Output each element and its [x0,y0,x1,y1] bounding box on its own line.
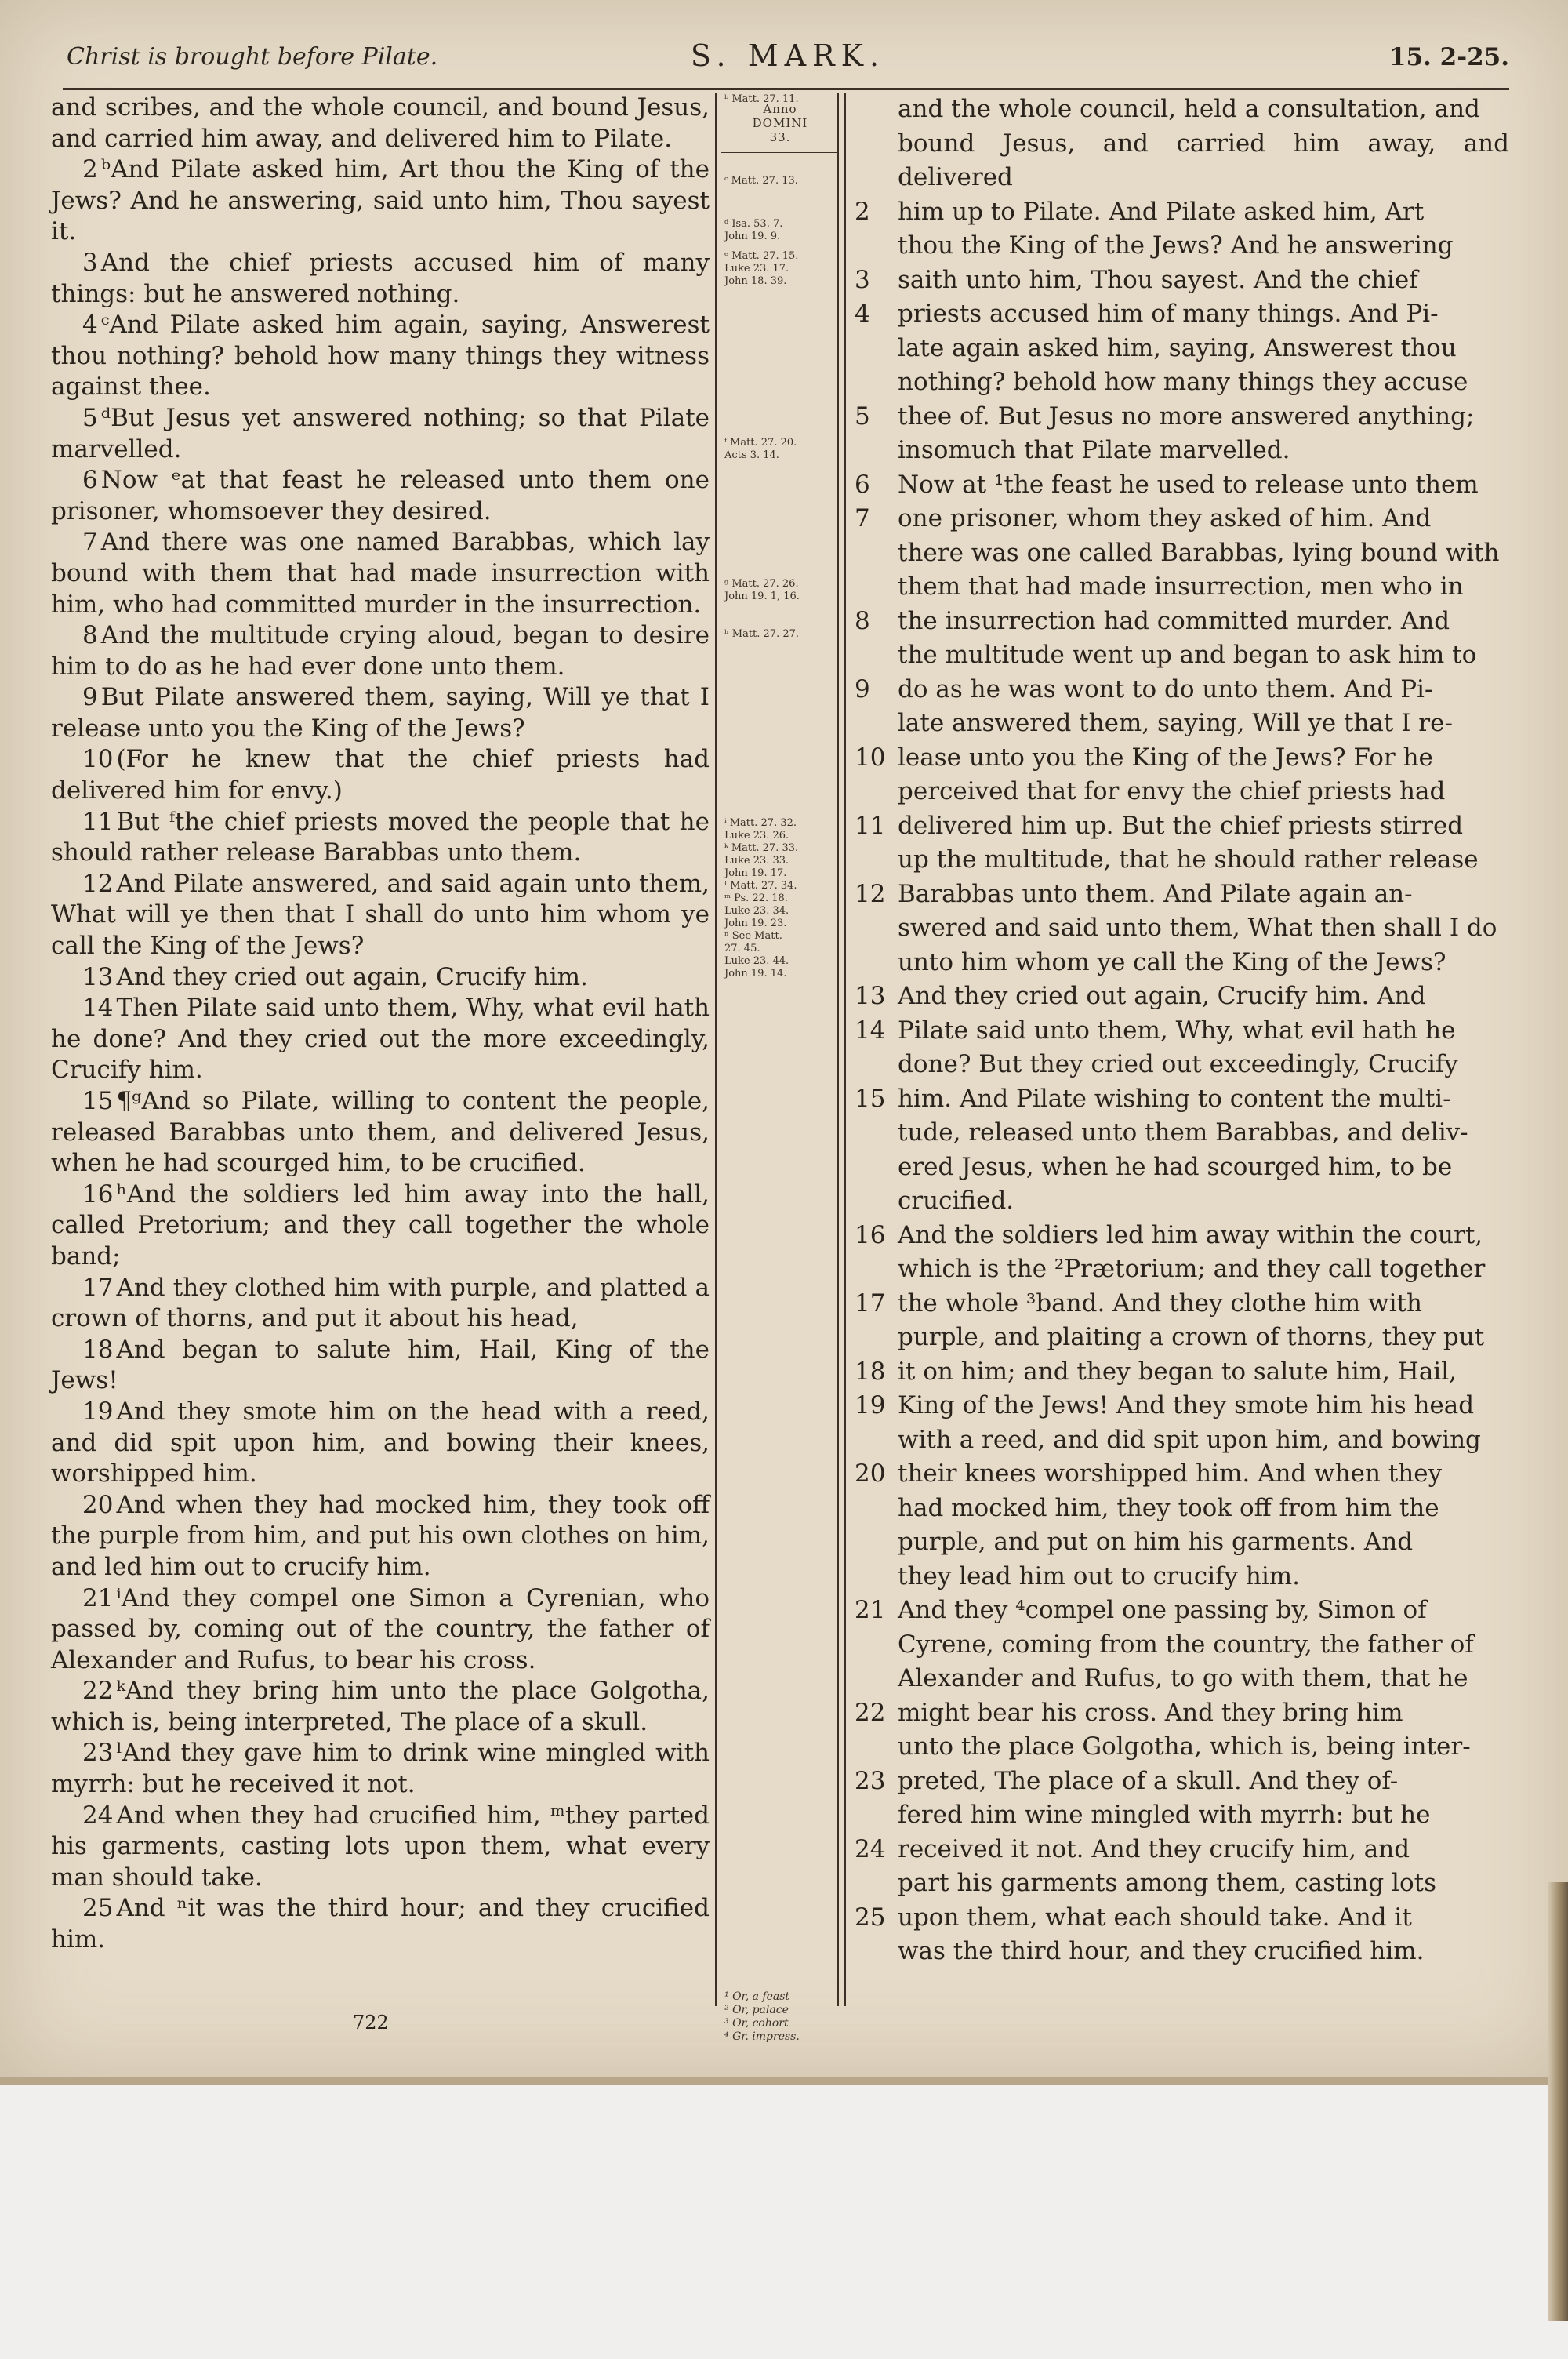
column-rule [715,93,717,2006]
verse-line [855,1150,1509,1185]
verse-text: with a reed, and did spit upon him, and bowing [898,1425,1481,1454]
verse-line [855,1935,1509,1969]
verse-line [855,1833,1509,1867]
verse [51,1335,710,1397]
verse [51,1490,710,1583]
verse-text: priests accused him of many things. And Pi- [898,300,1439,328]
verse-number: 18 [82,1335,114,1364]
verse-text: ᶜAnd Pilate asked him again, saying, Answerest thou nothing? behold how many things they witness against thee. [51,311,710,402]
verse-line [855,1798,1509,1833]
verse [51,465,710,527]
verse-number: 7 [82,528,98,557]
verse-line [855,1355,1509,1390]
verse-text: purple, and put on him his garments. And [898,1528,1414,1556]
verse-number: 9 [82,683,98,712]
verse [51,807,710,869]
verse-line [855,536,1509,571]
verse-text: ˡAnd they gave him to drink wine mingled with myrrh: but he received it not. [51,1739,710,1799]
verse-number: 6 [82,466,98,495]
verse [51,154,710,248]
verse-text: Barabbas unto them. And Pilate again an- [898,879,1413,908]
verse-number: 23 [855,1766,886,1795]
verse-text: nothing? behold how many things they accuse [898,368,1468,396]
verse-line [855,1901,1509,1936]
verse-line [855,297,1509,332]
book-title: S. MARK. [690,38,886,73]
verse-line [855,1116,1509,1150]
verse-text: Now ᵉat that feast he released unto them one prisoner, whomsoever they desired. [51,466,710,525]
verse-text: And there was one named Barabbas, which lay bound with them that had made insurrection with him, who had committed murder in the insurrection. [51,528,710,619]
verse [51,1893,710,1955]
verse-line [855,332,1509,366]
verse-text: late again asked him, saying, Answerest thou [898,333,1457,362]
verse-text: up the multitude, that he should rather release [898,845,1479,874]
verse-line [855,93,1509,127]
verse-line [855,1628,1509,1663]
verse-line [855,809,1509,844]
verse-number: 22 [82,1677,114,1706]
verse-text: Cyrene, coming from the country, the father of [898,1630,1474,1659]
verse-text: there was one called Barabbas, lying bound with [898,538,1500,567]
verse-line [855,775,1509,809]
verse-line [855,1389,1509,1423]
verse-number: 4 [82,311,98,340]
verse [51,744,710,806]
verse-line [855,1696,1509,1731]
verse-number: 23 [82,1739,114,1768]
verse-number: 24 [855,1834,886,1863]
verse-text: And when they had crucified him, ᵐthey parted his garments, casting lots upon them, what every man should take. [51,1801,710,1892]
verse-text: him. And Pilate wishing to content the multi- [898,1084,1451,1113]
column-rule [837,93,839,2006]
verse-text: preted, The place of a skull. And they of- [898,1766,1399,1795]
verse-text: unto the place Golgotha, which is, being inter- [898,1732,1471,1761]
verse-number: 12 [82,869,114,898]
verse-line [855,673,1509,707]
verse-number: 17 [855,1289,886,1318]
verse-text: do as he was wont to do unto them. And Pi- [898,674,1433,703]
verse-line [855,1560,1509,1594]
verse-line [855,127,1509,195]
left-column-av [51,93,710,2006]
verse [51,620,710,682]
verse-text: (For he knew that the chief priests had delivered him for envy.) [51,745,710,805]
verse-number: 20 [82,1490,114,1519]
verse-text: tude, released unto them Barabbas, and deliv- [898,1118,1468,1147]
verse-number: 5 [855,402,870,431]
verse [51,1801,710,1894]
verse-text: thee of. But Jesus no more answered anything; [898,402,1475,431]
verse [51,310,710,403]
cross-reference: ᶜ Matt. 27. 13. [724,175,798,187]
verse-number: 14 [82,994,114,1023]
verse-number: 16 [82,1180,114,1209]
verse-text: one prisoner, whom they asked of him. And [898,504,1432,533]
verse-line [855,741,1509,776]
verse-line [855,1525,1509,1560]
verse-text: Alexander and Rufus, to go with them, that he [898,1664,1468,1692]
verse-text: And the multitude crying aloud, began to desire him to do as he had ever done unto them. [51,621,710,681]
verse-text: fered him wine mingled with myrrh: but he [898,1801,1431,1829]
verse-text: ered Jesus, when he had scourged him, to be [898,1152,1453,1181]
domini-label: DOMINI [752,116,808,130]
verse-text: and the whole council, held a consultation, and [898,95,1480,123]
verse-line [855,1252,1509,1287]
verse-line [855,1219,1509,1253]
chapter-reference: 15. 2-25. [1388,43,1509,71]
anno-label: Anno [763,102,797,116]
verse-number: 7 [855,504,870,533]
verse [51,93,710,154]
cross-reference: ᵈ Isa. 53. 7. John 19. 9. [724,218,783,242]
verse-text: swered and said unto them, What then shall I do [898,914,1497,942]
verse-number: 4 [855,300,870,328]
verse-text: ᵈBut Jesus yet answered nothing; so that Pilate marvelled. [51,403,710,463]
verse-text: lease unto you the King of the Jews? For he [898,743,1433,772]
margin-notes: ¹ Or, a feast ² Or, palace ³ Or, cohort ⁴ Gr. impress. [724,1990,800,2043]
verse-line [855,878,1509,912]
verse [51,869,710,962]
verse-number: 14 [855,1016,886,1045]
page-edge [0,2077,1568,2085]
verse-text: And Pilate answered, and said again unto them, What will ye then that I shall do unto him whom ye call the King of the Jews? [51,869,710,961]
verse-line [855,1014,1509,1049]
verse-number: 19 [82,1397,114,1426]
verse-text: they lead him out to crucify him. [898,1561,1301,1590]
verse-line [855,468,1509,503]
verse-number: 19 [855,1391,886,1419]
verse-line [855,502,1509,536]
verse-text: might bear his cross. And they bring him [898,1698,1403,1727]
verse-line [855,980,1509,1014]
verse-number: 6 [855,470,870,499]
verse-text: King of the Jews! And they smote him his head [898,1391,1475,1419]
verse [51,1676,710,1738]
verse [51,248,710,310]
verse-number: 21 [82,1583,114,1612]
verse-line [855,1321,1509,1355]
verse-number: 3 [855,265,870,294]
verse [51,403,710,465]
verse-text: delivered him up. But the chief priests stirred [898,811,1464,840]
verse-number: 24 [82,1801,114,1830]
verse-number: 18 [855,1357,886,1386]
verse-line [855,434,1509,468]
verse-line [855,1048,1509,1082]
verse-line [855,1594,1509,1628]
verse-line [855,638,1509,673]
margin-rule [721,152,839,153]
verse-line [855,1423,1509,1458]
verse-line [855,1662,1509,1696]
verse-text: it on him; and they began to salute him, Hail, [898,1357,1457,1386]
verse-number: 15 [855,1084,886,1113]
verse-number: 10 [855,743,886,772]
verse-text: But Pilate answered them, saying, Will ye that I release unto you the King of the Jews? [51,683,710,743]
verse-number: 17 [82,1273,114,1302]
verse-line [855,365,1509,400]
verse-text: saith unto him, Thou sayest. And the chief [898,265,1418,294]
verse-text: And ⁿit was the third hour; and they crucified him. [51,1894,710,1954]
page-number: 722 [353,2012,389,2034]
right-column-rv [855,93,1509,2006]
frayed-edge [1548,1882,1568,2321]
verse-number: 10 [82,745,114,774]
verse-number: 13 [855,982,886,1010]
verse-line [855,843,1509,878]
verse-text: Pilate said unto them, Why, what evil hath he [898,1016,1456,1045]
anno-domini [721,102,839,144]
verse [51,1273,710,1335]
verse-text: the multitude went up and began to ask him to [898,641,1477,669]
verse [51,527,710,620]
verse-line [855,1866,1509,1901]
verse-number: 21 [855,1596,886,1624]
verse-text: bound Jesus, and carried him away, and delivered [898,129,1509,191]
verse-line [855,1765,1509,1799]
verse-text: thou the King of the Jews? And he answering [898,231,1454,260]
verse-text: Now at ¹the feast he used to release unto them [898,470,1479,499]
verse-line [855,605,1509,639]
verse-text: ᵏAnd they bring him unto the place Golgotha, which is, being interpreted, The place of a skull. [51,1677,710,1736]
verse-text: And they cried out again, Crucify him. And [898,982,1426,1010]
verse-line [855,1492,1509,1526]
verse-line [855,1287,1509,1321]
verse-text: late answered them, saying, Will ye that I re- [898,709,1453,737]
cross-reference: ᵍ Matt. 27. 26. John 19. 1, 16. [724,578,800,602]
verse-line [855,264,1509,298]
verse-text: insomuch that Pilate marvelled. [898,436,1290,464]
verse-text: And the chief priests accused him of many things: but he answered nothing. [51,248,710,308]
verse-number: 15 [82,1087,114,1115]
verse-text: had mocked him, they took off from him the [898,1493,1439,1522]
year-label: 33. [769,130,791,144]
verse [51,993,710,1086]
verse-line [855,946,1509,980]
verse-number: 9 [855,674,870,703]
verse-text: their knees worshipped him. And when they [898,1459,1443,1488]
verse-number: 25 [82,1894,114,1923]
cross-reference: ᶠ Matt. 27. 20. Acts 3. 14. [724,437,797,461]
verse-number: 11 [82,807,114,836]
verse-number: 2 [855,197,870,226]
verse-line [855,195,1509,230]
verse-text: and scribes, and the whole council, and bound Jesus, and carried him away, and delivered him to Pilate. [51,93,710,153]
verse-text: But ᶠthe chief priests moved the people that he should rather release Barabbas unto them. [51,807,710,867]
verse-text: purple, and plaiting a crown of thorns, they put [898,1323,1485,1351]
verse-number: 22 [855,1698,886,1727]
verse-number: 12 [855,879,886,908]
verse-text: him up to Pilate. And Pilate asked him, Art [898,197,1425,226]
verse-text: which is the ²Prætorium; and they call together [898,1255,1486,1283]
verse-number: 2 [82,155,98,184]
verse-text: was the third hour, and they crucified him. [898,1937,1425,1965]
verse [51,962,710,994]
verse-number: 25 [855,1903,886,1932]
verse-number: 16 [855,1220,886,1249]
verse-line [855,1457,1509,1492]
cross-reference: ⁱ Matt. 27. 32. Luke 23. 26. ᵏ Matt. 27. 33. Luke 23. 33. John 19. 17. ˡ Matt. 27. 34. ᵐ Ps. 22. 18. Luke 23. 34. John 19. 23. ⁿ See Matt. 27. 45. Luke 23. 44. John 19. 14. [724,817,799,980]
verse-line [855,229,1509,264]
verse-text: ¶ᵍAnd so Pilate, willing to content the people, released Barabbas unto them, and delivered Jesus, when he had scourged him, to be crucified. [51,1087,710,1178]
verse-line [855,570,1509,605]
verse-line [855,400,1509,434]
verse-line [855,1082,1509,1117]
verse-text: And they clothed him with purple, and platted a crown of thorns, and put it about his head, [51,1273,710,1333]
verse-text: crucified. [898,1187,1014,1215]
verse-text: part his garments among them, casting lots [898,1869,1436,1897]
verse [51,1583,710,1677]
verse-text: And they ⁴compel one passing by, Simon of [898,1596,1427,1624]
cross-reference: ʰ Matt. 27. 27. [724,628,800,640]
verse-text: And the soldiers led him away within the court, [898,1220,1483,1249]
verse-text: received it not. And they crucify him, and [898,1834,1410,1863]
verse-text: them that had made insurrection, men who in [898,572,1464,601]
column-rule [844,93,846,2006]
margin-column [721,93,839,2043]
verse-number: 13 [82,962,114,991]
verse-number: 20 [855,1459,886,1488]
verse-text: ⁱAnd they compel one Simon a Cyrenian, who passed by, coming out of the country, the father of Alexander and Rufus, to bear his cross. [51,1583,710,1674]
verse-text: And when they had mocked him, they took off the purple from him, and put his own clothes on him, and led him out to crucify him. [51,1490,710,1581]
verse-text: And began to salute him, Hail, King of the Jews! [51,1335,710,1395]
verse-text: ᵇAnd Pilate asked him, Art thou the King of the Jews? And he answering, said unto him, Thou sayest it. [51,155,710,246]
verse-number: 8 [855,606,870,635]
verse [51,1086,710,1180]
verse-line [855,707,1509,741]
page-header [67,38,1509,90]
verse-line [855,1184,1509,1219]
verse-text: unto him whom ye call the King of the Jews? [898,947,1446,976]
verse-text: done? But they cried out exceedingly, Crucify [898,1050,1458,1078]
cross-reference: ᵉ Matt. 27. 15. Luke 23. 17. John 18. 39. [724,250,799,287]
verse-number: 11 [855,811,886,840]
verse-text: the insurrection had committed murder. And [898,606,1450,635]
verse-number: 8 [82,621,98,650]
header-rule [63,88,1509,90]
verse [51,1738,710,1800]
verse-line [855,911,1509,946]
cross-reference: ᵇ Matt. 27. 11. [724,93,799,105]
verse-text: And they smote him on the head with a reed, and did spit upon him, and bowing their knees, worshipped him. [51,1397,710,1488]
verse-number: 5 [82,403,98,432]
verse-line [855,1730,1509,1765]
verse-text: upon them, what each should take. And it [898,1903,1412,1932]
verse-text: the whole ³band. And they clothe him with [898,1289,1422,1318]
verse-number: 3 [82,248,98,277]
verse [51,682,710,744]
verse-text: ʰAnd the soldiers led him away into the hall, called Pretorium; and they call together the whole band; [51,1180,710,1270]
verse-text: perceived that for envy the chief priests had [898,777,1446,805]
verse-text: And they cried out again, Crucify him. [116,962,588,991]
verse [51,1180,710,1273]
verse-text: Then Pilate said unto them, Why, what evil hath he done? And they cried out the more exceedingly, Crucify him. [51,994,710,1085]
verse [51,1397,710,1490]
running-title: Christ is brought before Pilate. [67,43,438,71]
